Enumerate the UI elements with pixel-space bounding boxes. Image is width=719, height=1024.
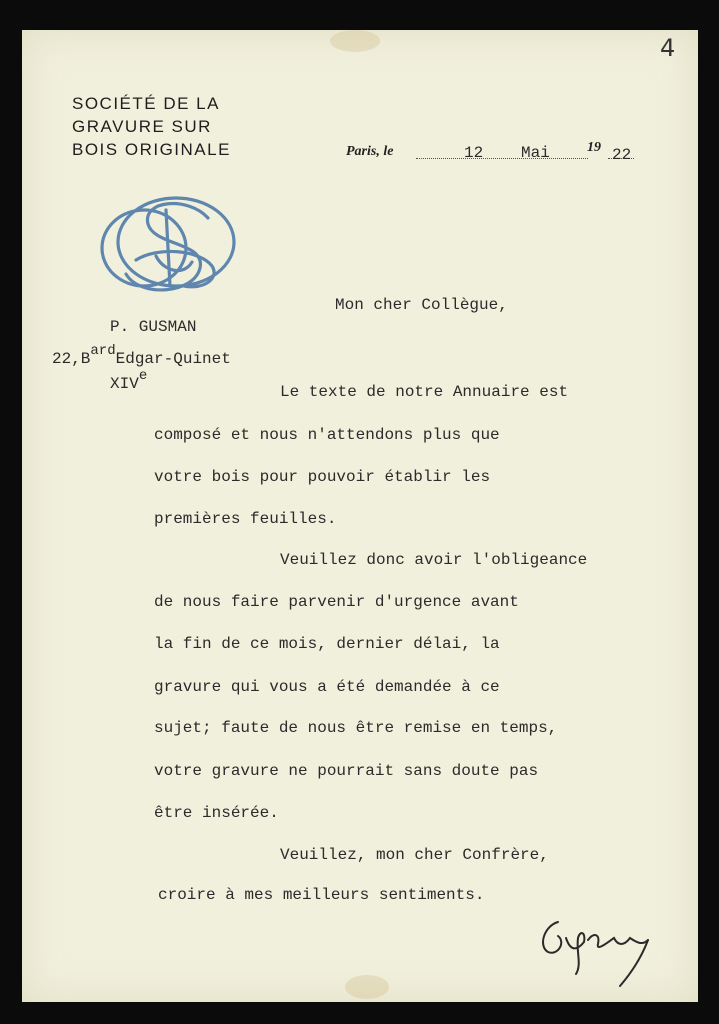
date-year-prefix: 19 (587, 140, 601, 155)
page-number: 4 (660, 34, 676, 62)
body-line: composé et nous n'attendons plus que (154, 426, 500, 444)
street-abbrev: ard (90, 343, 116, 359)
body-line: votre gravure ne pourrait sans doute pas (154, 762, 539, 780)
body-line: être insérée. (154, 804, 279, 822)
street-number: 22,B (52, 350, 91, 368)
paper-stain (330, 30, 380, 52)
date-place: Paris, le (346, 144, 394, 159)
body-line: gravure qui vous a été demandée à ce (154, 678, 500, 696)
letterhead (72, 92, 231, 161)
body-line: Veuillez donc avoir l'obligeance (280, 551, 588, 569)
date-year-suffix: 22 (612, 146, 632, 164)
arrondissement: XIV (110, 375, 139, 393)
society-monogram-logo (96, 190, 246, 308)
body-line: la fin de ce mois, dernier délai, la (154, 635, 500, 653)
salutation: Mon cher Collègue, (335, 296, 508, 314)
letterhead-line: GRAVURE SUR (72, 117, 212, 136)
body-line: sujet; faute de nous être remise en temps, (154, 719, 558, 737)
sender-name: P. GUSMAN (110, 318, 197, 336)
body-line: croire à mes meilleurs sentiments. (158, 886, 485, 904)
body-line: Veuillez, mon cher Confrère, (280, 846, 549, 864)
sender-arrondissement (110, 368, 147, 393)
handwritten-signature (536, 912, 656, 998)
street-name: Edgar-Quinet (115, 350, 231, 368)
body-line: Le texte de notre Annuaire est (280, 383, 569, 401)
arrondissement-suffix: e (138, 368, 148, 384)
letterhead-line: BOIS ORIGINALE (72, 140, 231, 159)
sender-street (52, 343, 231, 368)
paper-stain (345, 975, 389, 999)
body-line: votre bois pour pouvoir établir les (154, 468, 491, 486)
body-line: premières feuilles. (154, 510, 337, 528)
date-dotted-line (416, 158, 588, 159)
body-line: de nous faire parvenir d'urgence avant (154, 593, 519, 611)
date-line (346, 140, 636, 164)
date-day: 12 (464, 144, 484, 162)
letterhead-line: SOCIÉTÉ DE LA (72, 94, 220, 113)
date-month: Mai (521, 144, 550, 162)
